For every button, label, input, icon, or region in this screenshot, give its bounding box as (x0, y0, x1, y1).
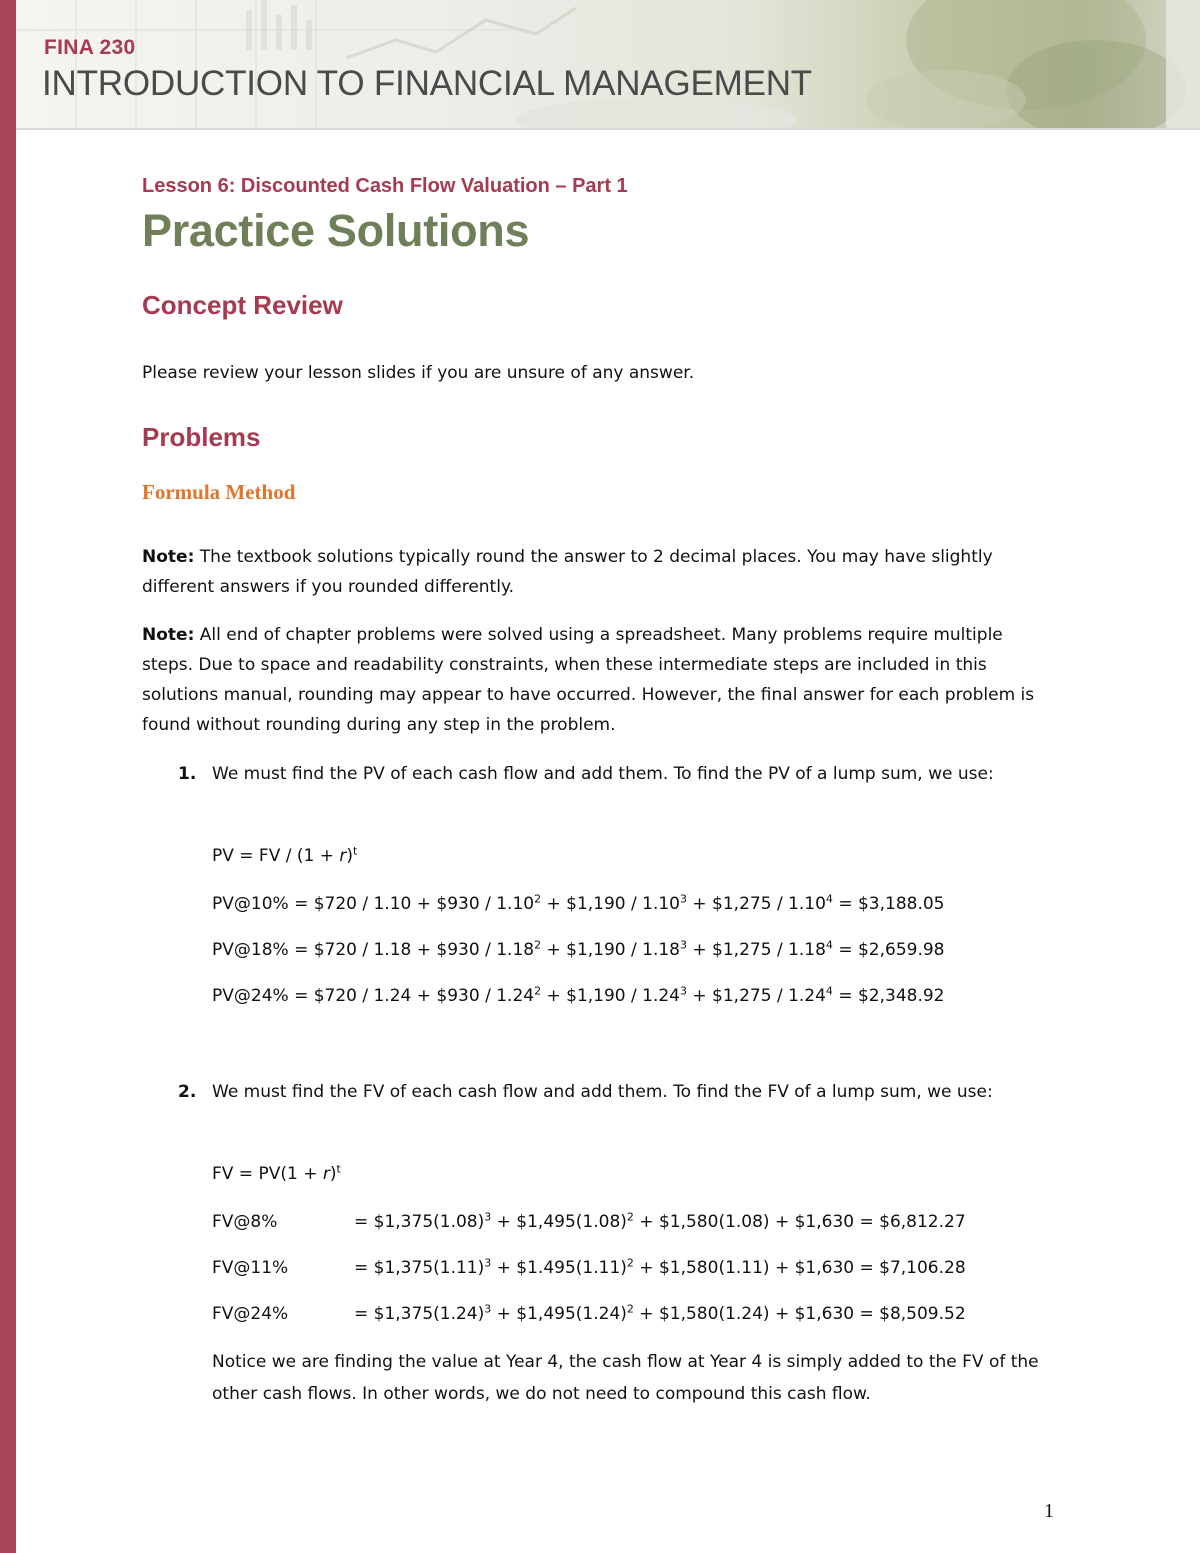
problem-number: 1. (178, 764, 197, 784)
calc-exponent: 3 (484, 1302, 492, 1316)
calc-part: = $720 / 1.10 + $930 / 1.10 (288, 894, 535, 914)
banner-divider (16, 128, 1200, 130)
calc-result: = $2,659.98 (832, 940, 945, 960)
formula-part: ) (329, 1164, 337, 1184)
calc-part: + $1,495(1.08) (491, 1212, 627, 1232)
calc-exponent: 3 (484, 1256, 492, 1270)
note-spreadsheet (142, 620, 1042, 740)
calc-result: + $1,580(1.11) + $1,630 = $7,106.28 (633, 1258, 966, 1278)
formula-part: FV = PV(1 + (212, 1164, 323, 1184)
calc-part: + $1,190 / 1.18 (541, 940, 680, 960)
calc-part: = $1,375(1.11) (354, 1258, 485, 1278)
calc-part: = $1,375(1.08) (354, 1212, 485, 1232)
calc-exponent: 2 (626, 1302, 634, 1316)
calc-exponent: 2 (534, 892, 542, 906)
formula-part: PV = FV / (1 + (212, 846, 340, 866)
calc-part: + $1,275 / 1.10 (687, 894, 826, 914)
calc-part: + $1,495(1.24) (491, 1304, 627, 1324)
problem-number: 2. (178, 1082, 197, 1102)
rate-label: FV@24% (212, 1304, 289, 1324)
concept-review-text: Please review your lesson slides if you are unsure of any answer. (142, 363, 695, 383)
left-accent-bar (0, 0, 16, 1553)
calc-part: + $1,190 / 1.24 (541, 986, 680, 1006)
formula-part: ) (346, 846, 354, 866)
rate-label: PV@10% (212, 894, 289, 914)
problem-2-notice: Notice we are finding the value at Year 4, the cash flow at Year 4 is simply added to the FV of the other cash flows. In other words, we do not need to compound this cash flow. (212, 1352, 1039, 1404)
problem-text: We must find the PV of each cash flow and add them. To find the PV of a lump sum, we use: (212, 764, 994, 784)
calc-exponent: 2 (626, 1210, 634, 1224)
calc-exponent: 4 (825, 938, 833, 952)
calc-exponent: 4 (825, 892, 833, 906)
lesson-title: Lesson 6: Discounted Cash Flow Valuation – Part 1 (142, 175, 628, 197)
rate-label: PV@18% (212, 940, 289, 960)
calc-part: + $1,275 / 1.18 (687, 940, 826, 960)
calc-result: = $2,348.92 (832, 986, 945, 1006)
calc-exponent: 3 (680, 938, 687, 952)
fv-formula (212, 1164, 341, 1184)
note-label: Note: (142, 625, 195, 645)
page-number: 1 (1044, 1500, 1054, 1522)
formula-variable: r (339, 846, 347, 866)
formula-variable: r (322, 1164, 330, 1184)
calc-part: = $1,375(1.24) (354, 1304, 485, 1324)
concept-review-heading: Concept Review (142, 290, 343, 320)
calc-exponent: 2 (534, 984, 542, 998)
calc-exponent: 3 (484, 1210, 492, 1224)
problem-text: We must find the FV of each cash flow and add them. To find the FV of a lump sum, we use: (212, 1082, 993, 1102)
fv-calculation-row (212, 1304, 966, 1324)
formula-method-heading: Formula Method (142, 480, 296, 504)
calc-result: + $1,580(1.24) + $1,630 = $8,509.52 (633, 1304, 966, 1324)
course-title: INTRODUCTION TO FINANCIAL MANAGEMENT (42, 64, 812, 103)
note-text: All end of chapter problems were solved using a spreadsheet. Many problems require multiple steps. Due to space and readability constraints, when these intermediate steps are included in this solutions manual, rounding may appear to have occurred. However, the final answer for each problem is found without rounding during any step in the problem. (142, 625, 1035, 735)
pv-calculation-row (212, 986, 945, 1006)
calc-part: + $1.495(1.11) (491, 1258, 627, 1278)
fv-calculation-row (212, 1212, 966, 1232)
note-rounding (142, 542, 1042, 602)
fv-calculation-row (212, 1258, 966, 1278)
calc-exponent: 2 (626, 1256, 634, 1270)
calc-part: = $720 / 1.18 + $930 / 1.18 (288, 940, 535, 960)
calc-exponent: 3 (680, 984, 687, 998)
pv-calculation-row (212, 894, 945, 914)
formula-exponent: t (336, 1162, 341, 1176)
calc-result: + $1,580(1.08) + $1,630 = $6,812.27 (633, 1212, 966, 1232)
rate-label: FV@8% (212, 1212, 278, 1232)
calc-exponent: 2 (534, 938, 542, 952)
pv-calculation-row (212, 940, 945, 960)
calc-exponent: 4 (825, 984, 833, 998)
rate-label: FV@11% (212, 1258, 289, 1278)
formula-exponent: t (353, 844, 358, 858)
calc-exponent: 3 (680, 892, 687, 906)
calc-part: = $720 / 1.24 + $930 / 1.24 (288, 986, 535, 1006)
calc-result: = $3,188.05 (832, 894, 945, 914)
note-text: The textbook solutions typically round the answer to 2 decimal places. You may have slightly different answers if you rounded differently. (142, 547, 993, 597)
problems-heading: Problems (142, 422, 261, 452)
pv-formula (212, 846, 357, 866)
calc-part: + $1,275 / 1.24 (687, 986, 826, 1006)
rate-label: PV@24% (212, 986, 289, 1006)
header-banner (16, 0, 1200, 128)
course-code: FINA 230 (44, 36, 136, 59)
page-title: Practice Solutions (142, 205, 530, 256)
note-label: Note: (142, 547, 195, 567)
calc-part: + $1,190 / 1.10 (541, 894, 680, 914)
